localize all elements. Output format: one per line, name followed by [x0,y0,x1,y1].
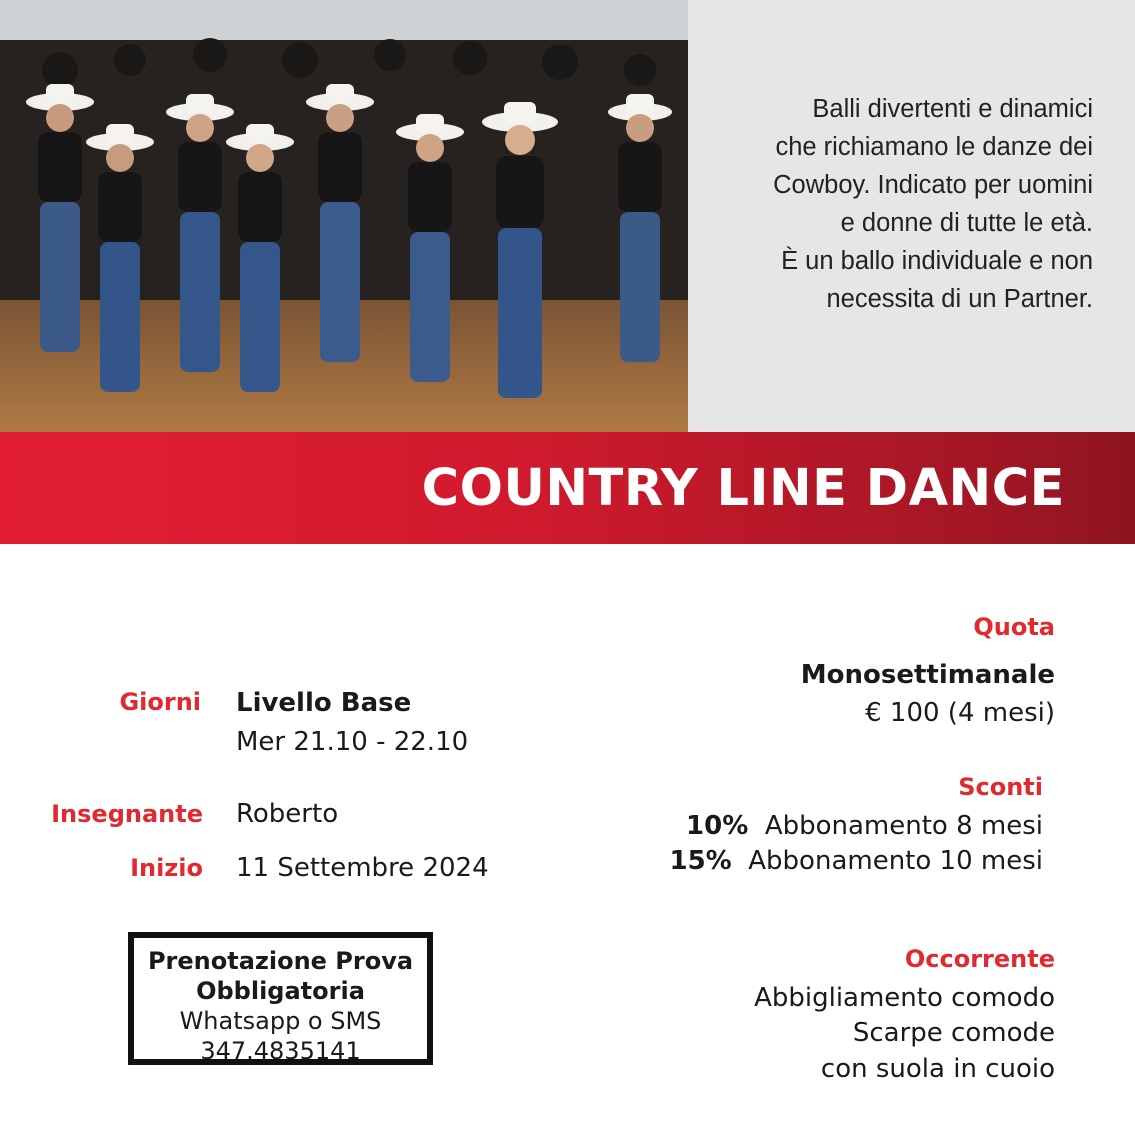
booking-subtitle: Obbligatoria [196,977,365,1005]
needs-item: Abbigliamento comodo [754,983,1055,1013]
description-line: Cowboy. Indicato per uomini [773,171,1093,199]
page-title: COUNTRY LINE DANCE [421,459,1065,518]
discount-desc: Abbonamento 8 mesi [764,811,1043,841]
needs-item: Scarpe comode [852,1018,1055,1048]
discount-desc: Abbonamento 10 mesi [748,846,1043,876]
booking-contact-method: Whatsapp o SMS [179,1007,382,1035]
discount-row [670,846,1044,876]
description-line: che richiamano le danze dei [775,133,1093,161]
description-panel [688,0,1135,432]
quota-label: Quota [973,613,1055,641]
description-line: Balli divertenti e dinamici [812,95,1093,123]
inizio-label: Inizio [130,854,203,882]
booking-box [128,932,433,1065]
discount-pct: 15% [669,846,732,876]
discount-row [686,811,1043,841]
price-value: € 100 (4 mesi) [865,698,1055,728]
level-value: Livello Base [236,688,412,718]
line-dance-photo [0,0,688,432]
giorni-label: Giorni [119,688,201,716]
description-text [673,90,1093,318]
insegnante-label: Insegnante [51,800,203,828]
start-date-value: 11 Settembre 2024 [236,853,489,883]
sconti-label: Sconti [958,773,1043,801]
description-line: e donne di tutte le età. [840,209,1093,237]
booking-phone: 347.4835141 [200,1037,361,1065]
dancers-photo [0,0,688,432]
description-line: necessita di un Partner. [826,285,1093,313]
title-banner [0,432,1135,544]
booking-title: Prenotazione Prova [147,947,414,975]
plan-value: Monosettimanale [800,660,1055,690]
needs-item: con suola in cuoio [820,1054,1055,1084]
description-line: È un ballo individuale e non [781,247,1093,275]
time-value: Mer 21.10 - 22.10 [236,727,469,757]
teacher-value: Roberto [236,799,339,829]
discount-pct: 10% [686,811,749,841]
occorrente-label: Occorrente [904,945,1055,973]
